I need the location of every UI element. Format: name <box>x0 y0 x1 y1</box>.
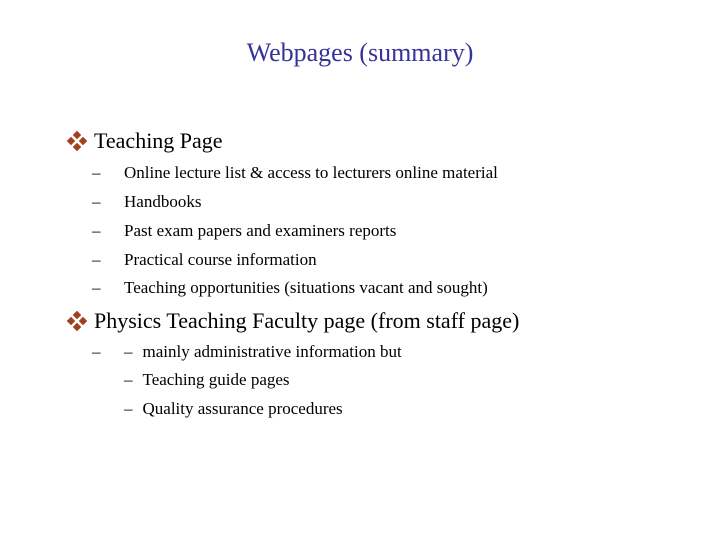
list-item <box>92 163 498 183</box>
item-text: Practical course information <box>124 250 317 269</box>
item-text: Online lecture list & access to lecturers online material <box>124 163 498 182</box>
dash: – <box>92 278 101 297</box>
dash: – <box>124 399 133 418</box>
diamond-bullet-icon <box>68 132 86 150</box>
dash: – <box>92 250 101 269</box>
section-faculty-page <box>68 308 519 334</box>
dash: – <box>92 163 101 182</box>
list-item <box>124 399 343 419</box>
slide-title: Webpages (summary) <box>246 38 474 67</box>
list-item <box>92 250 317 270</box>
diamond-bullet-icon <box>68 312 86 330</box>
item-text: Handbooks <box>124 192 202 211</box>
dash: – <box>92 221 101 240</box>
dash: – <box>124 342 133 361</box>
section-teaching-page <box>68 128 223 154</box>
dash: – <box>92 192 101 211</box>
list-item <box>124 342 402 362</box>
dash: – <box>124 370 133 389</box>
item-text: Teaching opportunities (situations vacant and sought) <box>124 278 488 297</box>
section-label: Physics Teaching Faculty page (from staff page) <box>94 308 520 333</box>
list-item <box>92 278 488 298</box>
list-item <box>92 192 201 212</box>
list-item <box>92 221 396 241</box>
item-text: Teaching guide pages <box>142 370 290 389</box>
section-label: Teaching Page <box>94 128 223 153</box>
list-item <box>124 370 290 390</box>
item-text: mainly administrative information but <box>142 342 402 361</box>
item-text: Past exam papers and examiners reports <box>124 221 397 240</box>
item-text: Quality assurance procedures <box>142 399 343 418</box>
